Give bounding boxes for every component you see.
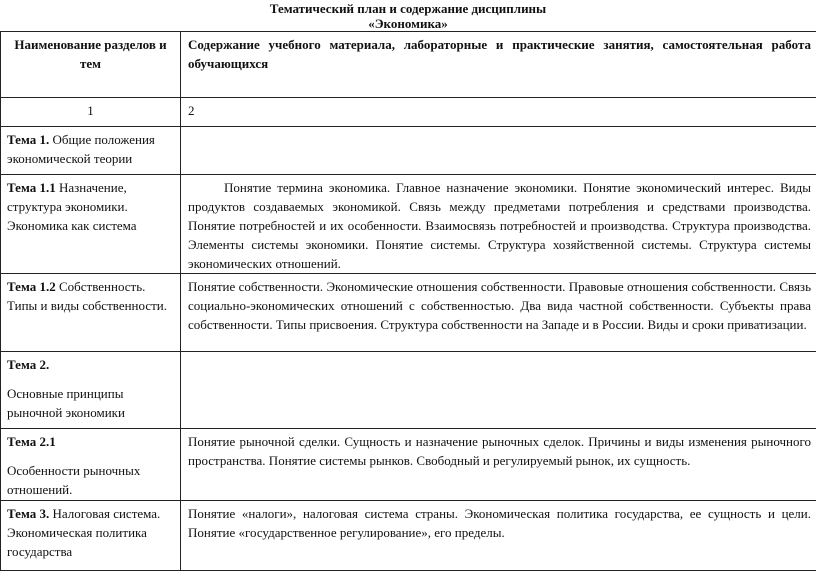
topic-cell [1, 127, 181, 175]
topic-title: Особенности рыночных отношений. [7, 461, 174, 499]
content-cell [181, 175, 816, 274]
topic-cell [1, 175, 181, 274]
topic-cell [1, 501, 181, 571]
content-cell [181, 274, 816, 352]
topic-title: Основные принципы рыночной экономики [7, 384, 174, 422]
content-cell [181, 127, 816, 175]
topic-title: Налоговая система. Экономическая политика государства [7, 506, 160, 559]
table-row [1, 501, 816, 571]
table-row [1, 429, 816, 501]
topic-content: Понятие рыночной сделки. Сущность и назначение рыночных сделок. Причины и виды изменения рыночного пространства. Понятие системы рынков. Свободный и регулируемый рынок, их сущность. [188, 432, 811, 470]
table-header-row [1, 32, 816, 98]
topic-cell [1, 274, 181, 352]
document-title: Тематический план и содержание дисциплины [0, 2, 816, 16]
topic-number: Тема 1.2 [7, 279, 56, 294]
topic-title: Общие положения экономической теории [7, 132, 155, 166]
topic-title: Собственность. Типы и виды собственности. [7, 279, 167, 313]
topic-content: Понятие собственности. Экономические отношения собственности. Правовые отношения собственности. Связь социально-экономических отношений с собственностью. Два вида частной собственности. Субъекты права собственности. Типы присвоения. Структура собственности на Западе и в России. Виды и сроки приватизации. [188, 277, 811, 334]
numbering-row [1, 98, 816, 127]
topic-title: Назначение, структура экономики. Экономика как система [7, 180, 137, 233]
column-number-1: 1 [1, 98, 181, 127]
content-cell [181, 501, 816, 571]
table-row [1, 352, 816, 429]
content-cell [181, 429, 816, 501]
column-number-2: 2 [181, 98, 816, 127]
topic-cell [1, 352, 181, 429]
header-content-label: Содержание учебного материала, лабораторные и практические занятия, самостоятельная работа обучающихся [188, 35, 811, 73]
content-cell [181, 352, 816, 429]
header-cell-content [181, 32, 816, 98]
topic-number: Тема 3. [7, 506, 49, 521]
topic-number: Тема 2. [7, 355, 174, 374]
topic-number: Тема 1.1 [7, 180, 56, 195]
topic-number: Тема 1. [7, 132, 49, 147]
topic-content: Понятие «налоги», налоговая система страны. Экономическая политика государства, ее сущность и цели. Понятие «государственное регулирование», его пределы. [188, 504, 811, 542]
table-row [1, 127, 816, 175]
header-sections-label: Наименование разделов и тем [7, 35, 174, 73]
thematic-plan-table [0, 31, 816, 571]
topic-content: Понятие термина экономика. Главное назначение экономики. Понятие экономический интерес. Виды продуктов создаваемых экономикой. Связь между предметами потребления и средствами производства. Понятие потребностей и их особенности. Взаимосвязь потребностей и производства. Структура производства. Элементы системы экономики. Понятие системы. Структура хозяйственной системы. Структура системы экономических отношений. [188, 178, 811, 273]
table-row [1, 175, 816, 274]
document-subtitle: «Экономика» [0, 17, 816, 31]
topic-cell [1, 429, 181, 501]
table-row [1, 274, 816, 352]
topic-number: Тема 2.1 [7, 432, 174, 451]
header-cell-sections [1, 32, 181, 98]
